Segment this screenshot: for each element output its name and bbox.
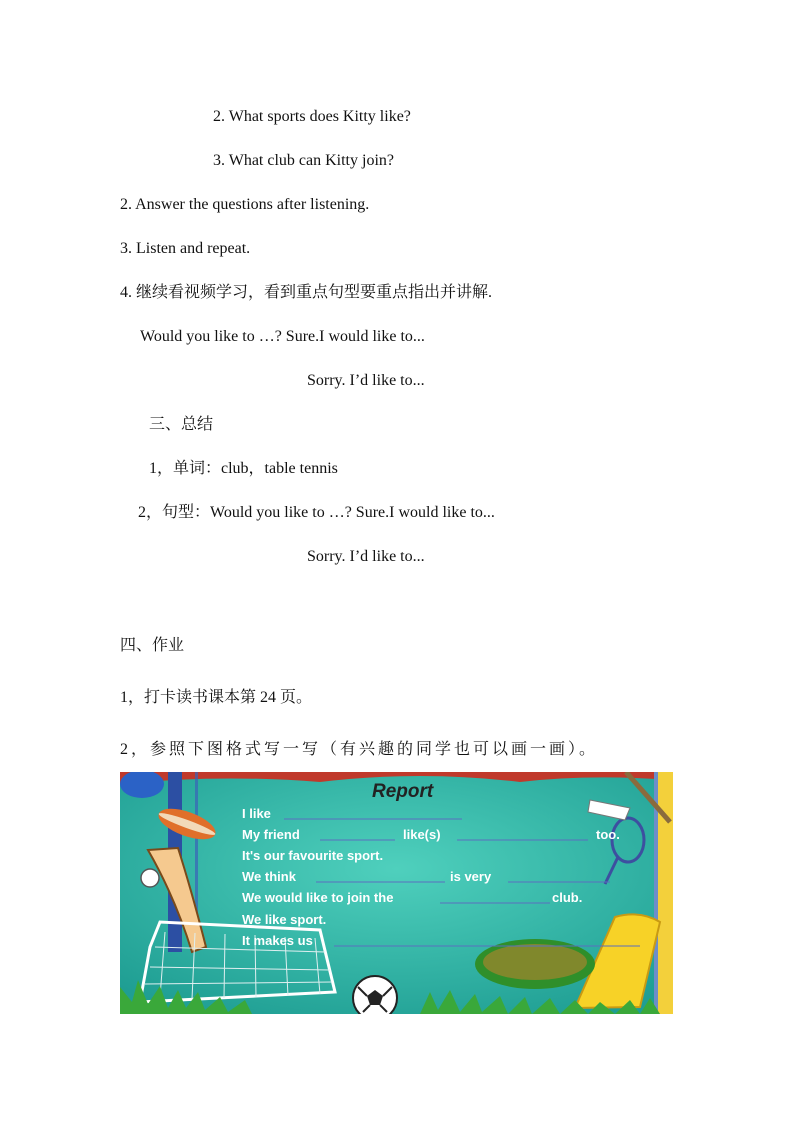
report-line-we-like-sport: We like sport. [242, 912, 327, 927]
homework-item-2: 2，参照下图格式写一写（有兴趣的同学也可以画一画）。 [120, 741, 599, 758]
report-title: Report [372, 781, 434, 802]
step-4: 4. 继续看视频学习，看到重点句型要重点指出并讲解. [120, 284, 493, 301]
report-illustration [120, 772, 673, 1014]
soccer-ball-icon [353, 976, 397, 1014]
sentence-pattern-1: Would you like to …? Sure.I would like to... [140, 328, 425, 345]
homework-item-1: 1，打卡读书课本第 24 页。 [120, 689, 313, 706]
summary-heading: 三、总结 [149, 416, 214, 433]
question-3: 3. What club can Kitty join? [213, 152, 394, 169]
report-line-likes: like(s) [403, 827, 441, 842]
report-line-join-club: We would like to join the [242, 890, 394, 905]
homework-heading: 四、作业 [120, 637, 185, 654]
step-3: 3. Listen and repeat. [120, 240, 251, 257]
report-line-it-makes-us: It makes us [242, 933, 313, 948]
report-line-i-like: I like [242, 806, 271, 821]
report-line-my-friend: My friend [242, 827, 300, 842]
summary-item-1: 1，单词：club，table tennis [149, 460, 338, 477]
report-line-favourite-sport: It's our favourite sport. [242, 848, 384, 863]
summary-item-3: Sorry. I’d like to... [307, 548, 425, 565]
report-line-too: too. [596, 827, 620, 842]
report-line-we-think: We think [242, 869, 296, 884]
report-line-club: club. [552, 890, 583, 905]
question-2: 2. What sports does Kitty like? [213, 108, 411, 125]
step-2: 2. Answer the questions after listening. [120, 196, 370, 213]
summary-item-2: 2，句型：Would you like to …? Sure.I would like to... [138, 504, 495, 521]
sentence-pattern-2: Sorry. I’d like to... [307, 372, 425, 389]
report-line-is-very: is very [450, 869, 492, 884]
